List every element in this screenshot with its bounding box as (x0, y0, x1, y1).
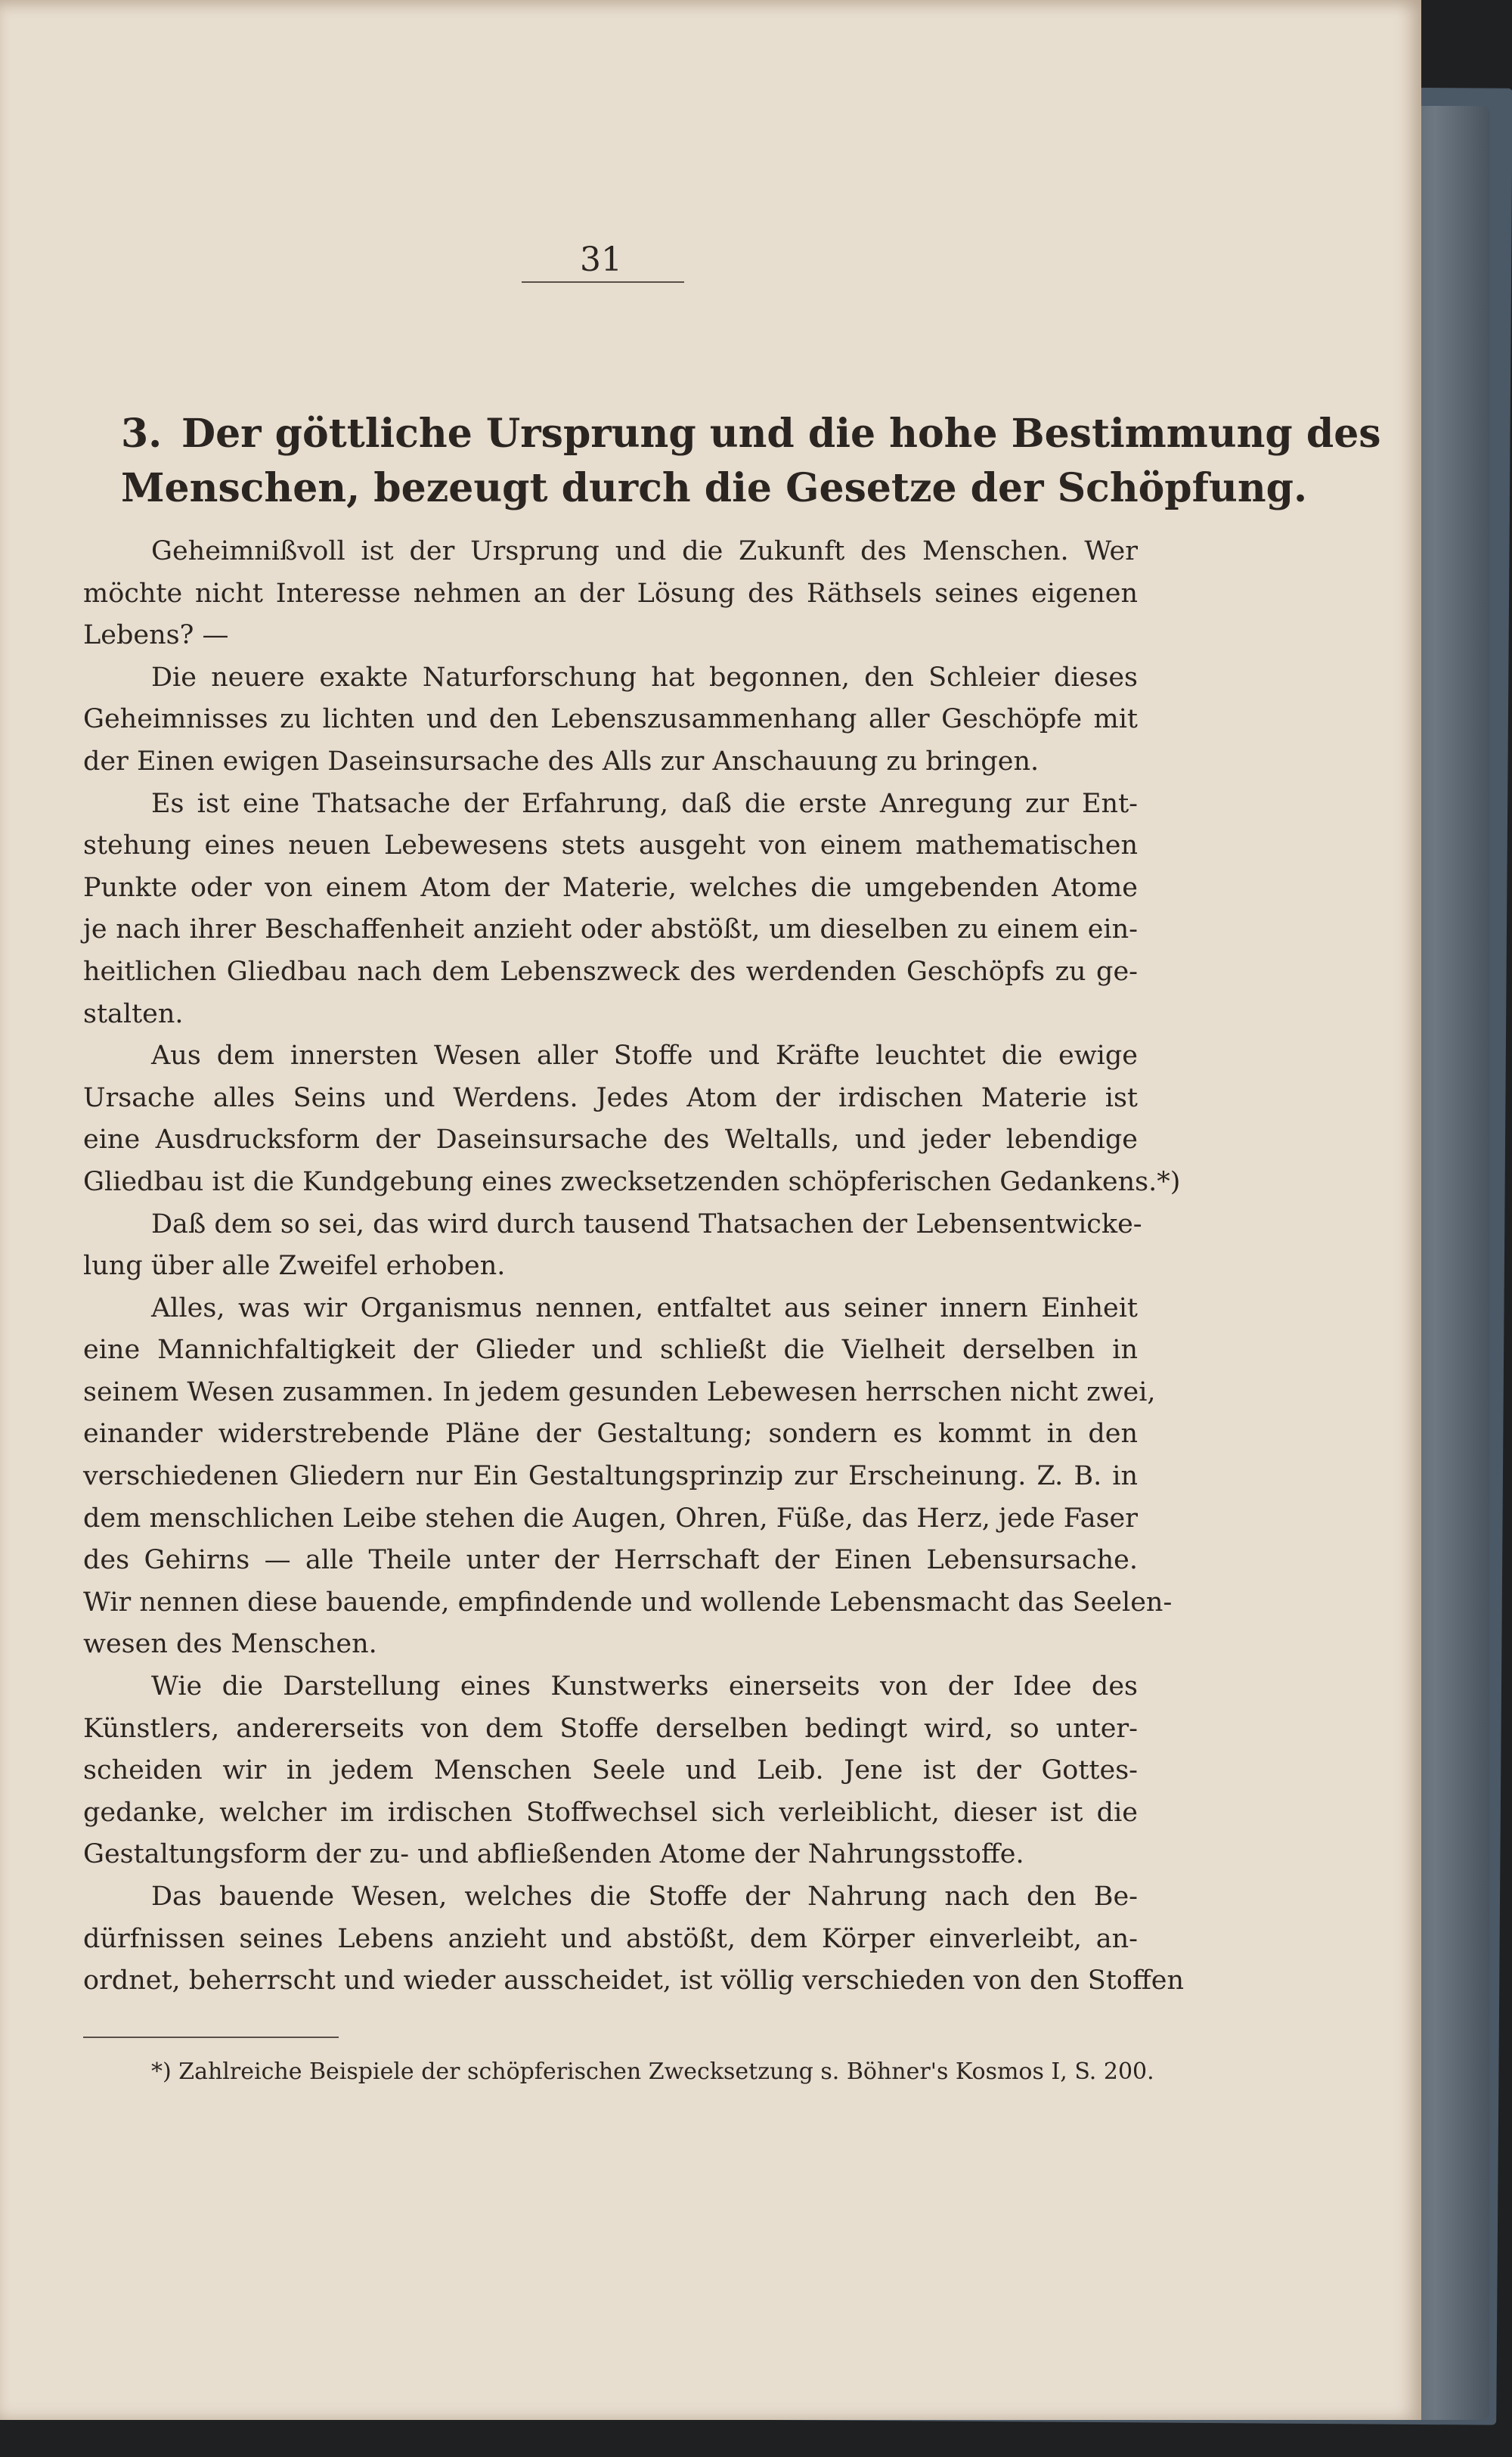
text-line: Alles, was wir Organismus nennen, entfaltet aus seiner innern Einheit (151, 1292, 1138, 1323)
text-line: eine Ausdrucksform der Daseinsursache des Weltalls, und jeder lebendige (83, 1125, 1138, 1156)
text-line: Künstlers, andererseits von dem Stoffe derselben bedingt wird, so unter- (83, 1713, 1138, 1744)
text-line: Wir nennen diese bauende, empfindende und wollende Lebensmacht das Seelen- (83, 1587, 1173, 1618)
text-line: möchte nicht Interesse nehmen an der Lösung des Räthsels seines eigenen (83, 578, 1138, 609)
text-line: einander widerstrebende Pläne der Gestaltung; sondern es kommt in den (83, 1419, 1138, 1450)
text-line: stehung eines neuen Lebewesens stets ausgeht von einem mathematischen (83, 830, 1138, 861)
text-line: seinem Wesen zusammen. In jedem gesunden Lebewesen herrschen nicht zwei, (83, 1376, 1156, 1407)
text-line: Lebens? — (83, 620, 229, 651)
text-line: Es ist eine Thatsache der Erfahrung, daß die erste Anregung zur Ent- (151, 788, 1138, 819)
text-line: dem menschlichen Leibe stehen die Augen, Ohren, Füße, das Herz, jede Faser (83, 1503, 1138, 1534)
text-line: Geheimnisses zu lichten und den Lebenszusammenhang aller Geschöpfe mit (83, 704, 1138, 735)
text-line: Die neuere exakte Naturforschung hat begonnen, den Schleier dieses (151, 662, 1138, 693)
text-line: Wie die Darstellung eines Kunstwerks einerseits von der Idee des (151, 1671, 1138, 1702)
footnote-rule (83, 2037, 339, 2038)
text-line: eine Mannichfaltigkeit der Glieder und schließt die Vielheit derselben in (83, 1335, 1138, 1366)
text-line: Daß dem so sei, das wird durch tausend Thatsachen der Lebensentwicke- (151, 1208, 1142, 1239)
text-line: ordnet, beherrscht und wieder ausscheidet, ist völlig verschieden von den Stoffen (83, 1965, 1185, 1996)
text-line: je nach ihrer Beschaffenheit anzieht oder abstößt, um dieselben zu einem ein- (83, 914, 1138, 945)
text-line: gedanke, welcher im irdischen Stoffwechsel sich verleiblicht, dieser ist die (83, 1797, 1138, 1828)
text-line: lung über alle Zweifel erhoben. (83, 1251, 506, 1282)
text-line: Geheimnißvoll ist der Ursprung und die Zukunft des Menschen. Wer (151, 536, 1138, 566)
text-line: dürfnissen seines Lebens anzieht und abstößt, dem Körper einverleibt, an- (83, 1923, 1138, 1954)
text-line: Punkte oder von einem Atom der Materie, welches die umgebenden Atome (83, 872, 1138, 903)
text-line: Aus dem innersten Wesen aller Stoffe und Kräfte leuchtet die ewige (151, 1041, 1138, 1072)
text-line: des Gehirns — alle Theile unter der Herrschaft der Einen Lebensursache. (83, 1545, 1138, 1576)
chapter-heading-line-1: Der göttliche Ursprung und die hohe Bestimmung des (181, 411, 1381, 457)
text-line: heitlichen Gliedbau nach dem Lebenszweck des werdenden Geschöpfs zu ge- (83, 956, 1138, 987)
footnote: *) Zahlreiche Beispiele der schöpferischen Zwecksetzung s. Böhner's Kosmos I, S. 200. (151, 2058, 1154, 2085)
body-text (83, 531, 1185, 2003)
chapter-heading-line-2: Menschen, bezeugt durch die Gesetze der Schöpfung. (121, 465, 1308, 511)
text-line: verschiedenen Gliedern nur Ein Gestaltungsprinzip zur Erscheinung. Z. B. in (83, 1461, 1138, 1492)
text-line: Gestaltungsform der zu- und abfließenden Atome der Nahrungsstoffe. (83, 1839, 1024, 1870)
chapter-number: 3. (121, 411, 163, 457)
text-line: Ursache alles Seins und Werdens. Jedes Atom der irdischen Materie ist (83, 1082, 1138, 1113)
chapter-heading (121, 407, 1381, 516)
text-line: der Einen ewigen Daseinsursache des Alls zur Anschauung zu bringen. (83, 746, 1040, 777)
text-line: wesen des Menschen. (83, 1629, 377, 1660)
page-number: 31 (580, 240, 622, 279)
text-line: scheiden wir in jedem Menschen Seele und Leib. Jene ist der Gottes- (83, 1755, 1138, 1786)
text-line: Gliedbau ist die Kundgebung eines zwecksetzenden schöpferischen Gedankens.*) (83, 1166, 1181, 1197)
text-line: stalten. (83, 998, 184, 1029)
page-number-rule (522, 281, 684, 283)
text-line: Das bauende Wesen, welches die Stoffe der Nahrung nach den Be- (151, 1882, 1138, 1912)
